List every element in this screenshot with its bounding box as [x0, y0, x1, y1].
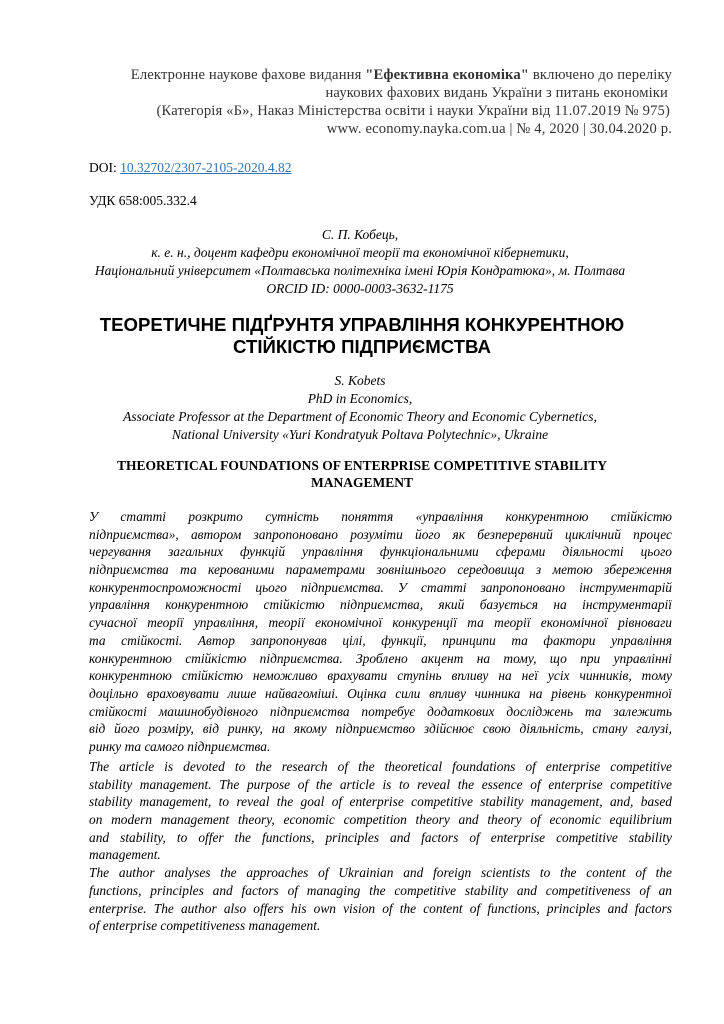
author-affiliation-ua: Національний університет «Полтавська політехніка імені Юрія Кондратюка», м. Полтава [94, 263, 626, 278]
paper-title-ua [40, 314, 684, 358]
doi [89, 160, 292, 176]
journal-header-line-4: www. economy.nayka.com.ua | № 4, 2020 | 30.04.2020 р. [326, 121, 672, 137]
udk-code: УДК 658:005.332.4 [89, 193, 197, 208]
abstract-ua-line: управління конкурентною стійкістю підприємства, який базується на інструментарії [89, 597, 672, 613]
paper-title-en-line-2: MANAGEMENT [311, 475, 413, 490]
author-position-ua: к. е. н., доцент кафедри економічної теорії та економічної кібернетики, [151, 245, 569, 260]
author-position-en: Associate Professor at the Department of Economic Theory and Economic Cybernetics, [123, 409, 597, 424]
author-orcid: ORCID ID: 0000-0003-3632-1175 [266, 281, 454, 296]
abstract-ua-line: конкурентною стійкістю неможливо врахувати ступінь впливу на неї усіх чинників, тому [89, 668, 672, 684]
abstract-en-line: stability management. The purpose of the article is to reveal the essence of enterprise competitive [89, 776, 672, 792]
author-name-en: S. Kobets [334, 373, 386, 388]
author-name-ua: С. П. Кобець, [321, 227, 399, 242]
journal-header-line-3: (Категорія «Б», Наказ Міністерства освіти і науки України від 11.07.2019 № 975) [156, 103, 670, 119]
author-block-ua [60, 226, 660, 298]
abstract-ua-line: конкурентною стійкістю підприємства. Зроблено акцент на тому, що при управлінні [89, 650, 672, 666]
journal-header [72, 66, 672, 138]
abstract-ua-line: підприємства та керованими параметрами зовнішнього середовища з метою збереження [89, 562, 672, 578]
abstract-ua-line: від його розміру, від ринку, на якому підприємство здійснює свою діяльність, стану галузі, [89, 721, 672, 737]
author-block-en [60, 372, 660, 444]
doi-link[interactable]: 10.32702/2307-2105-2020.4.82 [120, 160, 292, 175]
abstract-en-line: The article is devoted to the research of the theoretical foundations of enterprise competitive [89, 759, 672, 774]
abstract-en-line: functions, principles and factors of managing the competitive stability and competitiveness of an [89, 882, 672, 898]
abstract-ua-line: сучасної теорії управління, теорії економічної конкуренції та теорії економічної рівноваги [89, 615, 672, 631]
abstract-en-line: enterprise. The author also offers his own vision of the content of functions, principles and factors [89, 900, 672, 916]
abstract-en-line: and stability, to offer the functions, principles and factors of enterprise competitive stability [89, 829, 672, 845]
abstract-ua-line: чергування загальних функцій управління функціональними сферами діяльності цього [89, 544, 672, 560]
abstract-en-line: The author analyses the approaches of Ukrainian and foreign scientists to the content of the [89, 865, 672, 881]
paper-title-en-line-1: THEORETICAL FOUNDATIONS OF ENTERPRISE COMPETITIVE STABILITY [117, 458, 607, 473]
abstract-ua-line: та стійкості. Автор запропонував цілі, функції, принципи та фактори управління [89, 632, 672, 648]
paper-title-ua-line-1: ТЕОРЕТИЧНЕ ПІДҐРУНТЯ УПРАВЛІННЯ КОНКУРЕНТНОЮ [99, 314, 625, 335]
abstract-ua [89, 508, 672, 756]
journal-name: "Ефективна економіка" [365, 67, 530, 83]
author-degree-en: PhD in Economics, [307, 391, 413, 406]
abstract-en [89, 758, 672, 935]
abstract-en-line: on modern management theory, economic competition theory and theory of economic equilibrium [89, 812, 672, 828]
abstract-ua-line: конкурентоспроможності цього підприємства. У статті запропоновано інструментарій [89, 579, 672, 595]
abstract-en-line: stability management, to reveal the goal of enterprise competitive stability management, and, based [89, 794, 672, 810]
doi-label: DOI: [89, 160, 121, 175]
author-affiliation-en: National University «Yuri Kondratyuk Poltava Polytechnic», Ukraine [171, 427, 549, 442]
abstract-ua-line: підприємства», автором запропоновано розуміти його як безперервний циклічний процес [89, 526, 672, 542]
abstract-ua-line: ринку та самого підприємства. [89, 738, 271, 754]
journal-header-line-1: Електронне наукове фахове видання "Ефективна економіка" включено до переліку [130, 67, 672, 83]
paper-title-ua-line-2: СТІЙКІСТЮ ПІДПРИЄМСТВА [233, 336, 491, 357]
abstract-ua-line: стійкості машинобудівного підприємства потребує додаткових досліджень та залежить [89, 703, 672, 719]
paper-title-en [60, 457, 664, 491]
abstract-en-line: of enterprise competitiveness management. [89, 918, 321, 934]
abstract-en-line: management. [89, 847, 161, 863]
journal-header-line-2: наукових фахових видань України з питань економіки [325, 85, 668, 101]
abstract-ua-line: доцільно враховувати лише найвагоміші. Оцінка сили впливу чинника на рівень конкурентної [89, 685, 672, 701]
abstract-ua-line: У статті розкрито сутність поняття «управління конкурентною стійкістю [89, 509, 672, 524]
